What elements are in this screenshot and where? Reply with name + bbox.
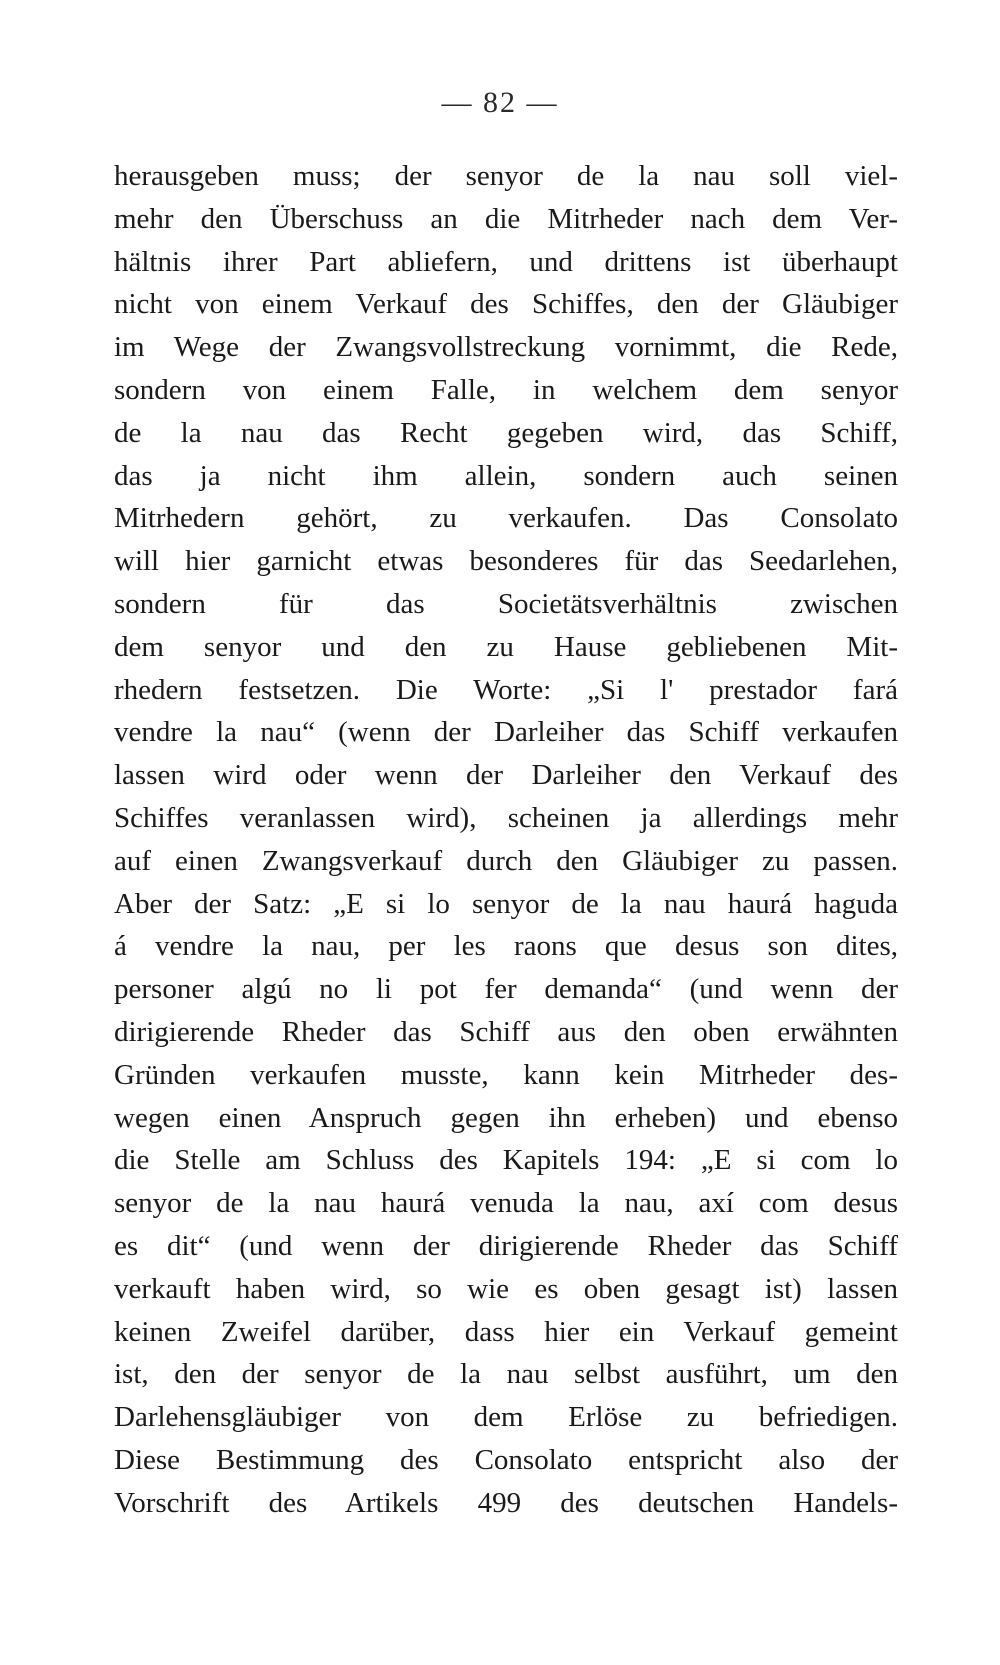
text-line: auf einen Zwangsverkauf durch den Gläubiger zu passen. (114, 844, 898, 877)
text-line: hältnis ihrer Part abliefern, und drittens ist überhaupt (114, 245, 898, 278)
text-line: Diese Bestimmung des Consolato entspricht also der (114, 1443, 898, 1476)
text-line: sondern für das Societätsverhältnis zwischen (114, 587, 898, 620)
text-line: es dit“ (und wenn der dirigierende Rheder das Schiff (114, 1229, 898, 1262)
text-line: sondern von einem Falle, in welchem dem senyor (114, 373, 898, 406)
text-line: im Wege der Zwangsvollstreckung vornimmt, die Rede, (114, 331, 898, 364)
text-line: Aber der Satz: „E si lo senyor de la nau haurá haguda (114, 887, 898, 920)
text-line: rhedern festsetzen. Die Worte: „Si l' prestador fará (114, 673, 898, 706)
text-line: herausgeben muss; der senyor de la nau soll viel- (114, 160, 898, 192)
body-text (114, 155, 898, 1525)
text-line: dirigierende Rheder das Schiff aus den oben erwähnten (114, 1015, 898, 1048)
text-line: dem senyor und den zu Hause gebliebenen Mit- (114, 630, 898, 663)
text-line: das ja nicht ihm allein, sondern auch seinen (114, 459, 898, 492)
text-line: Vorschrift des Artikels 499 des deutschen Handels- (114, 1486, 898, 1519)
text-line: Mitrhedern gehört, zu verkaufen. Das Consolato (114, 502, 898, 535)
text-line: verkauft haben wird, so wie es oben gesagt ist) lassen (114, 1272, 898, 1305)
text-line: senyor de la nau haurá venuda la nau, axí com desus (114, 1187, 898, 1220)
text-line: de la nau das Recht gegeben wird, das Schiff, (114, 416, 898, 449)
text-line: ist, den der senyor de la nau selbst ausführt, um den (114, 1358, 898, 1391)
text-line: Schiffes veranlassen wird), scheinen ja allerdings mehr (114, 801, 898, 834)
text-line: Darlehensgläubiger von dem Erlöse zu befriedigen. (114, 1401, 898, 1434)
text-line: will hier garnicht etwas besonderes für das Seedarlehen, (114, 545, 898, 578)
text-line: keinen Zweifel darüber, dass hier ein Verkauf gemeint (114, 1315, 898, 1348)
text-line: personer algú no li pot fer demanda“ (und wenn der (114, 973, 898, 1006)
text-line: nicht von einem Verkauf des Schiffes, den der Gläubiger (114, 288, 898, 321)
text-line: lassen wird oder wenn der Darleiher den Verkauf des (114, 759, 898, 792)
text-line: vendre la nau“ (wenn der Darleiher das Schiff verkaufen (114, 716, 898, 749)
text-line: mehr den Überschuss an die Mitrheder nach dem Ver- (114, 202, 898, 235)
text-line: wegen einen Anspruch gegen ihn erheben) und ebenso (114, 1101, 898, 1134)
text-line: die Stelle am Schluss des Kapitels 194: „E si com lo (114, 1144, 898, 1177)
text-line: á vendre la nau, per les raons que desus son dites, (114, 930, 898, 963)
text-line: Gründen verkaufen musste, kann kein Mitrheder des- (114, 1058, 898, 1091)
page-number: — 82 — (441, 86, 559, 119)
